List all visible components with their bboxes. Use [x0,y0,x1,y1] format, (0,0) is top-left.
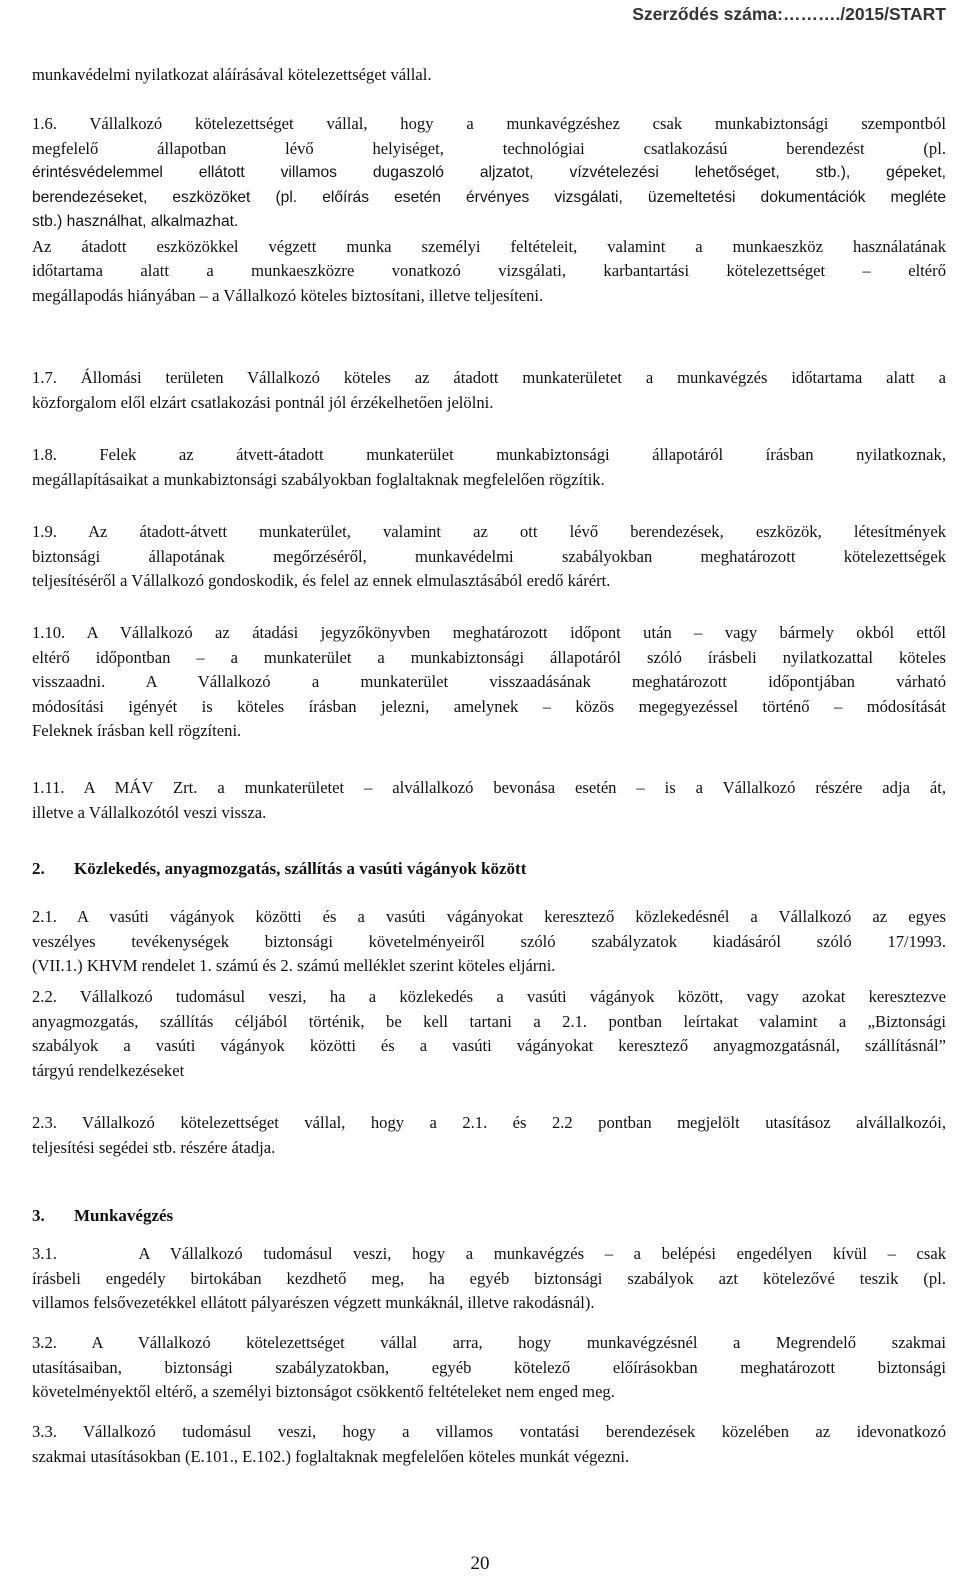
section-3-heading [32,1204,946,1229]
text-line: berendezéseket, eszközöket (pl. előírás esetén érvényes vizsgálati, üzemeltetési dokumentációk megléte [32,188,946,206]
text-line: stb.) használhat, alkalmazhat. [32,213,239,230]
text-line: teljesítési segédei stb. részére átadja. [32,1137,276,1157]
text-line: illetve a Vállalkozótól veszi vissza. [32,802,267,822]
text-line: tárgyú rendelkezéseket [32,1060,185,1080]
paragraph-1-8 [32,443,946,492]
text-line: időtartama alatt a munkaeszközre vonatkozó vizsgálati, karbantartási kötelezettséget – eltérő [32,261,946,280]
text-line: veszélyes tevékenységek biztonsági követelményeiről szóló szabályzatok kiadásáról szóló 17/1993. [32,931,946,951]
intro-line: munkavédelmi nyilatkozat aláírásával kötelezettséget vállal. [32,65,432,84]
paragraph-1-10 [32,621,946,744]
text-line: 1.10. A Vállalkozó az átadási jegyzőkönyvben meghatározott időpont után – vagy bármely okból ettől [32,623,946,642]
text-line: érintésvédelemmel ellátott villamos dugaszoló aljzatot, vízvételezési lehetőséget, stb.), gépeket, [32,164,946,181]
section-number: 2. [32,859,45,878]
paragraph-1-9 [32,520,946,594]
text-line: szakmai utasításokban (E.101., E.102.) foglaltaknak megfelelően köteles munkát végezni. [32,1446,630,1466]
paragraph-2-2 [32,985,946,1083]
text-line: 3.2. A Vállalkozó kötelezettséget vállal arra, hogy munkavégzésnél a Megrendelő szakmai [32,1333,946,1352]
text-line: utasításaiban, biztonsági szabályzatokban, egyéb kötelező előírásokban meghatározott biztonsági [32,1357,946,1377]
text-line: megállapodás hiányában – a Vállalkozó köteles biztosítani, illetve teljesíteni. [32,285,544,305]
paragraph-2-3 [32,1111,946,1160]
paragraph-2-1 [32,905,946,979]
paragraph-1-7 [32,366,946,415]
text-line: követelményektől eltérő, a személyi biztonságot csökkentő feltételeket nem enged meg. [32,1382,615,1401]
text-line: írásbeli engedély birtokában kezdhető meg, ha egyéb biztonsági szabályok azt kötelezővé teszik (pl. [32,1268,946,1288]
text-line: megfelelő állapotban lévő helyiséget, technológiai csatlakozású berendezést (pl. [32,138,946,158]
text-line: (VII.1.) KHVM rendelet 1. számú és 2. számú melléklet szerint köteles eljárni. [32,956,556,975]
text-line: anyagmozgatás, szállítás céljából történik, be kell tartani a 2.1. pontban leírtakat valamint a „Biztonsági [32,1011,946,1031]
text-line: 2.2. Vállalkozó tudomásul veszi, ha a közlekedés a vasúti vágányok között, vagy azokat keresztezve [32,987,946,1006]
text-line: 1.7. Állomási területen Vállalkozó köteles az átadott munkaterületet a munkavégzés időtartama alatt a [32,368,946,387]
text-line: közforgalom elől elzárt csatlakozási pontnál jól érzékelhetően jelölni. [32,392,494,412]
text-line: villamos felsővezetékkel ellátott pályarészen végzett munkáknál, illetve rakodásnál). [32,1293,595,1312]
text-line: szabályok a vasúti vágányok közötti és a vasúti vágányokat keresztező anyagmozgatásnál, szállításnál” [32,1036,946,1055]
text-line: Az átadott eszközökkel végzett munka személyi feltételeit, valamint a munkaeszköz használatának [32,236,946,256]
text-line: Feleknek írásban kell rögzíteni. [32,721,242,740]
text-line: visszaadni. A Vállalkozó a munkaterület visszaadásának meghatározott időpontjában várható [32,672,946,691]
text-line: megállapításaikat a munkabiztonsági szabályokban foglaltaknak megfelelően rögzítik. [32,469,605,489]
section-title: Közlekedés, anyagmozgatás, szállítás a vasúti vágányok között [74,859,527,878]
text-line: 1.8. Felek az átvett-átadott munkaterület munkabiztonsági állapotáról írásban nyilatkoznak, [32,445,946,464]
text-line: 1.6. Vállalkozó kötelezettséget vállal, hogy a munkavégzéshez csak munkabiztonsági szempontból [32,114,946,133]
text-line: 2.1. A vasúti vágányok közötti és a vasúti vágányokat keresztező közlekedésnél a Vállalkozó az egyes [32,907,946,926]
paragraph-3-1 [32,1242,946,1316]
paragraph-1-6 [32,112,946,308]
text-line: 3.1. A Vállalkozó tudomásul veszi, hogy a munkavégzés – a belépési engedélyen kívül – csak [32,1244,946,1263]
text-line: biztonsági állapotának megőrzéséről, munkavédelmi szabályokban meghatározott kötelezettségek [32,546,946,566]
paragraph-1-11 [32,776,946,825]
text-line: módosítási igényét is köteles írásban jelezni, amelynek – közös megegyezéssel történő – módosítását [32,696,946,716]
paragraph-3-2 [32,1331,946,1405]
text-line: 1.9. Az átadott-átvett munkaterület, valamint az ott lévő berendezések, eszközök, létesítmények [32,522,946,541]
section-2-heading [32,857,946,882]
paragraph-3-3 [32,1420,946,1469]
text-line: 1.11. A MÁV Zrt. a munkaterületet – alvállalkozó bevonása esetén – is a Vállalkozó részére adja át, [32,778,946,797]
page-number: 20 [470,1553,490,1574]
text-line: 2.3. Vállalkozó kötelezettséget vállal, hogy a 2.1. és 2.2 pontban megjelölt utasításoz alvállalkozói, [32,1113,946,1132]
section-number: 3. [32,1206,45,1225]
section-title: Munkavégzés [74,1206,174,1225]
text-line: eltérő időpontban – a munkaterület a munkabiztonsági állapotáról szóló írásbeli nyilatkozattal köteles [32,647,946,667]
text-line: 3.3. Vállalkozó tudomásul veszi, hogy a villamos vontatási berendezések közelében az idevonatkozó [32,1422,946,1441]
contract-number-header: Szerződés száma:………./2015/START [632,4,946,24]
text-line: teljesítéséről a Vállalkozó gondoskodik, és felel az ennek elmulasztásából eredő kárért. [32,571,611,590]
